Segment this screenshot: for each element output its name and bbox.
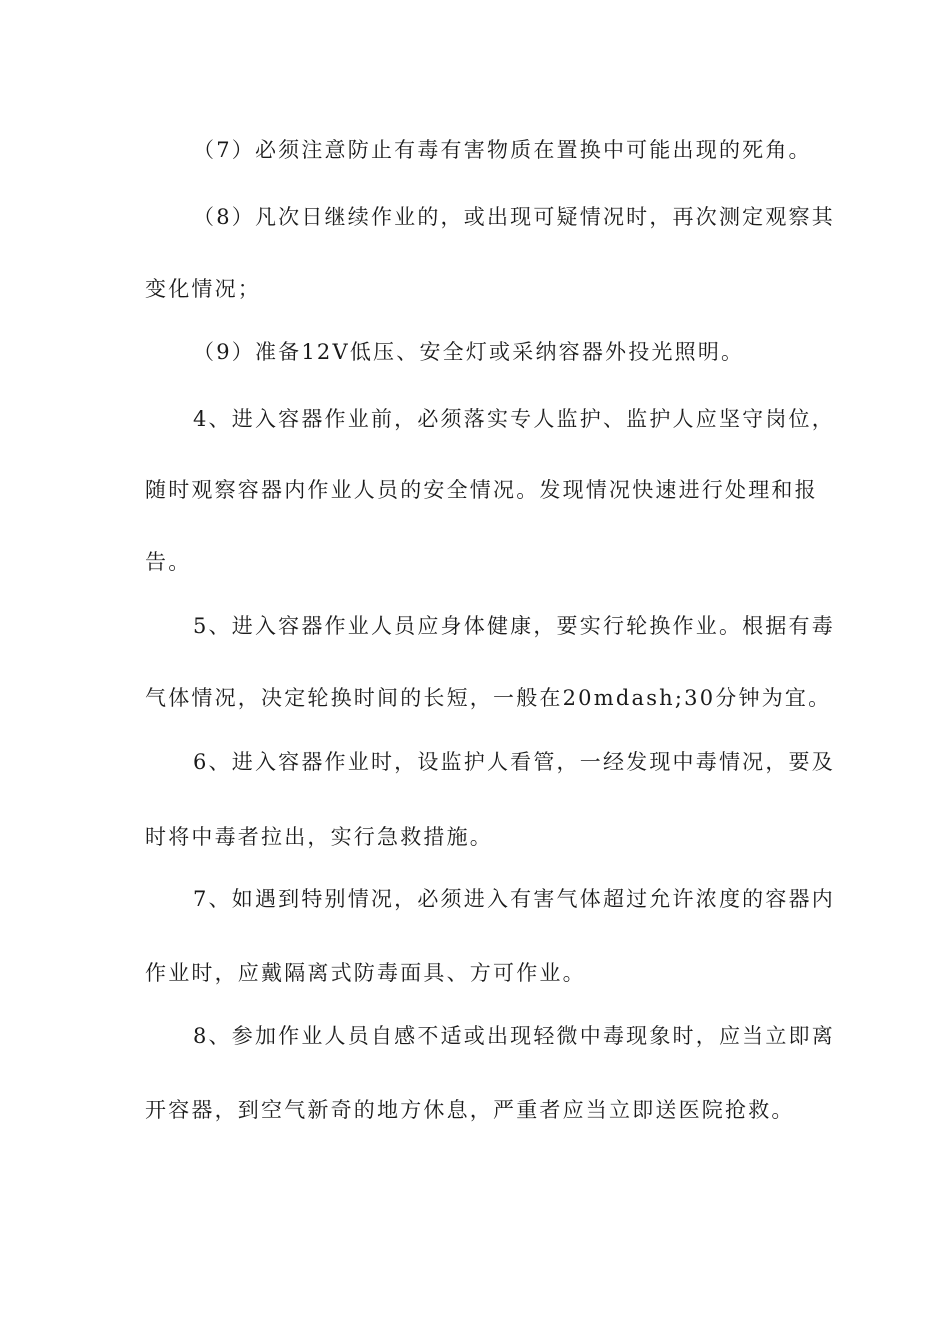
item-4-line-1: 4、进入容器作业前，必须落实专人监护、监护人应坚守岗位，	[193, 407, 835, 431]
item-6-line-2: 时将中毒者拉出，实行急救措施。	[145, 825, 493, 849]
item-8-line-2: 开容器，到空气新奇的地方休息，严重者应当立即送医院抢救。	[145, 1098, 795, 1122]
item-4-line-2: 随时观察容器内作业人员的安全情况。发现情况快速进行处理和报	[145, 478, 818, 502]
paragraph-8-line-1: （8）凡次日继续作业的，或出现可疑情况时，再次测定观察其	[193, 205, 835, 229]
paragraph-7-line-1: （7）必须注意防止有毒有害物质在置换中可能出现的死角。	[193, 138, 812, 162]
item-5-line-2: 气体情况，决定轮换时间的长短，一般在20mdash;30分钟为宜。	[145, 686, 832, 710]
item-4-line-3: 告。	[145, 550, 192, 574]
item-7-line-2: 作业时，应戴隔离式防毒面具、方可作业。	[145, 961, 586, 985]
item-7-line-1: 7、如遇到特别情况，必须进入有害气体超过允许浓度的容器内	[193, 887, 835, 911]
paragraph-9-line-1: （9）准备12V低压、安全灯或采纳容器外投光照明。	[193, 340, 745, 364]
item-8-line-1: 8、参加作业人员自感不适或出现轻微中毒现象时，应当立即离	[193, 1024, 835, 1048]
item-5-line-1: 5、进入容器作业人员应身体健康，要实行轮换作业。根据有毒	[193, 614, 835, 638]
paragraph-8-line-2: 变化情况；	[145, 277, 261, 301]
item-6-line-1: 6、进入容器作业时，设监护人看管，一经发现中毒情况，要及	[193, 750, 835, 774]
